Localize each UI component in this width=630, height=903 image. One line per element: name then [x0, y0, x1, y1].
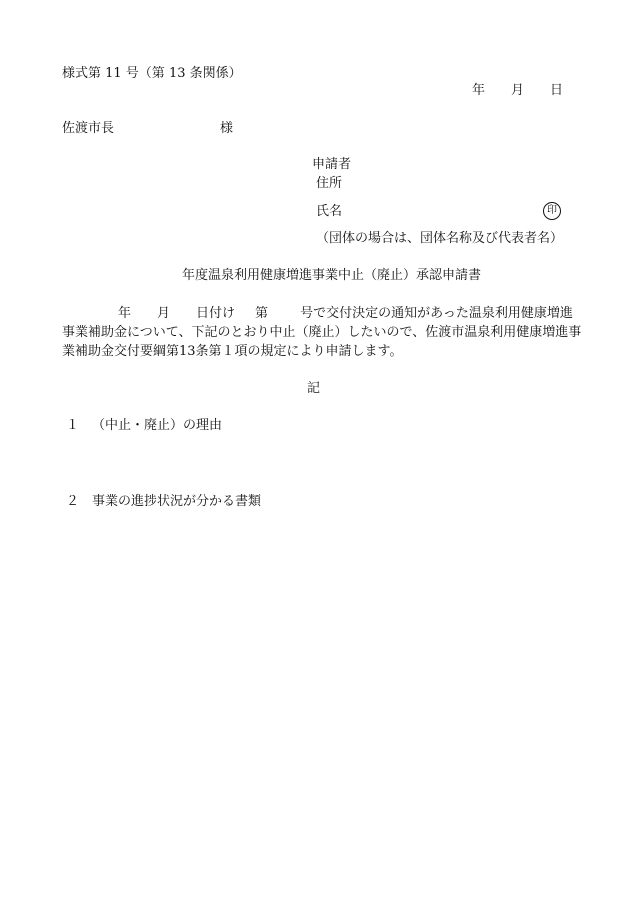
applicant-label: 申請者 [312, 157, 352, 172]
document-title: 年度温泉利用健康増進事業中止（廃止）承認申請書 [182, 268, 482, 283]
seal-icon: 印 [543, 202, 561, 220]
recipient-name: 佐渡市長 [62, 121, 115, 136]
item-number: １ [66, 418, 80, 433]
list-item [66, 418, 222, 434]
date-year: 年 [472, 83, 486, 98]
name-label: 氏名 [316, 204, 343, 219]
form-number: 様式第 11 号（第 13 条関係） [62, 66, 242, 81]
address-label: 住所 [316, 176, 343, 191]
body-year: 年 [118, 306, 132, 321]
recipient-honorific: 様 [220, 121, 234, 136]
item-label: 事業の進捗状況が分かる書類 [92, 494, 262, 509]
recipient [62, 121, 233, 137]
body-month: 月 [157, 306, 171, 321]
body-text [62, 304, 582, 361]
item-number: ２ [66, 494, 80, 509]
date-month: 月 [511, 83, 525, 98]
body-paragraph: 号で交付決定の通知があった温泉利用健康増進事業補助金について、下記のとおり中止（廃止）したいので、佐渡市温泉利用健康増進事業補助金交付要綱第13条第１項の規定により申請します。 [62, 306, 582, 359]
item-label: （中止・廃止）の理由 [92, 418, 223, 433]
body-no-prefix: 第 [255, 306, 269, 321]
list-item [66, 494, 261, 510]
organization-note: （団体の場合は、団体名称及び代表者名） [316, 231, 564, 246]
ki-heading: 記 [307, 381, 321, 396]
body-dated: 日付け [196, 306, 236, 321]
date-line [472, 83, 563, 99]
date-day: 日 [550, 83, 564, 98]
